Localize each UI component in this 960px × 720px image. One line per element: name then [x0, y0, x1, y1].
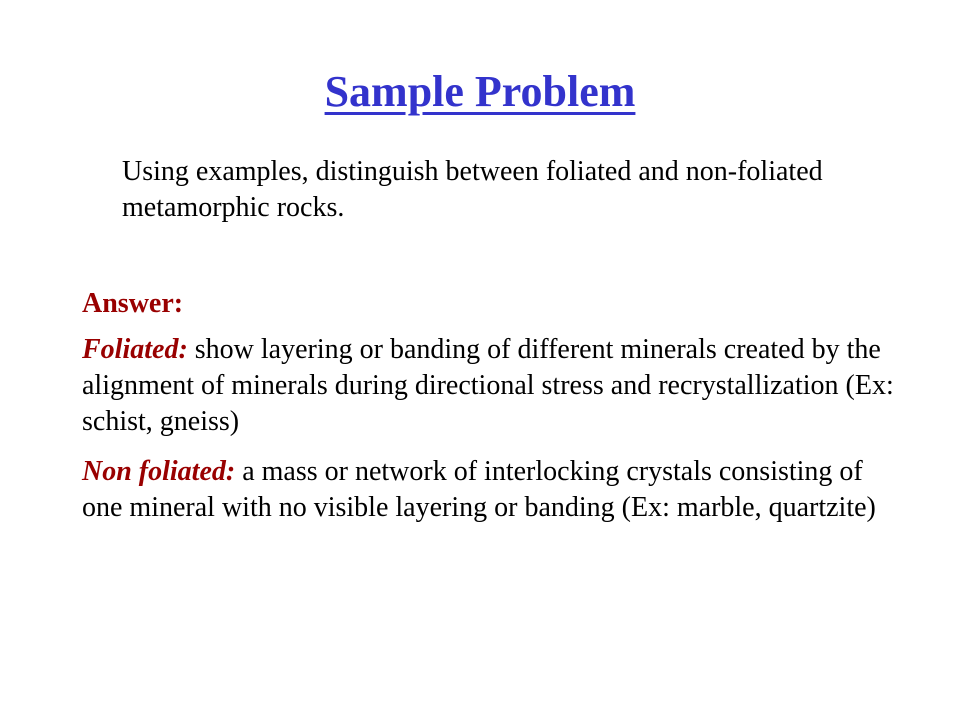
- non-foliated-paragraph: [82, 454, 902, 526]
- non-foliated-description: a mass or network of interlocking crystals consisting of one mineral with no visible layering or banding (Ex: marble, quartzite): [82, 456, 876, 523]
- slide-title-text: Sample Problem: [324, 67, 636, 116]
- foliated-term: Foliated:: [82, 334, 188, 365]
- answer-label: Answer:: [82, 288, 184, 319]
- foliated-description: show layering or banding of different minerals created by the alignment of minerals during directional stress and recrystallization (Ex: schist, gneiss): [82, 334, 894, 437]
- slide-title: [0, 60, 960, 124]
- foliated-paragraph: [82, 332, 902, 440]
- non-foliated-term: Non foliated:: [82, 456, 236, 487]
- question-text: Using examples, distinguish between foliated and non-foliated metamorphic rocks.: [122, 156, 823, 223]
- answer-section: [82, 286, 902, 540]
